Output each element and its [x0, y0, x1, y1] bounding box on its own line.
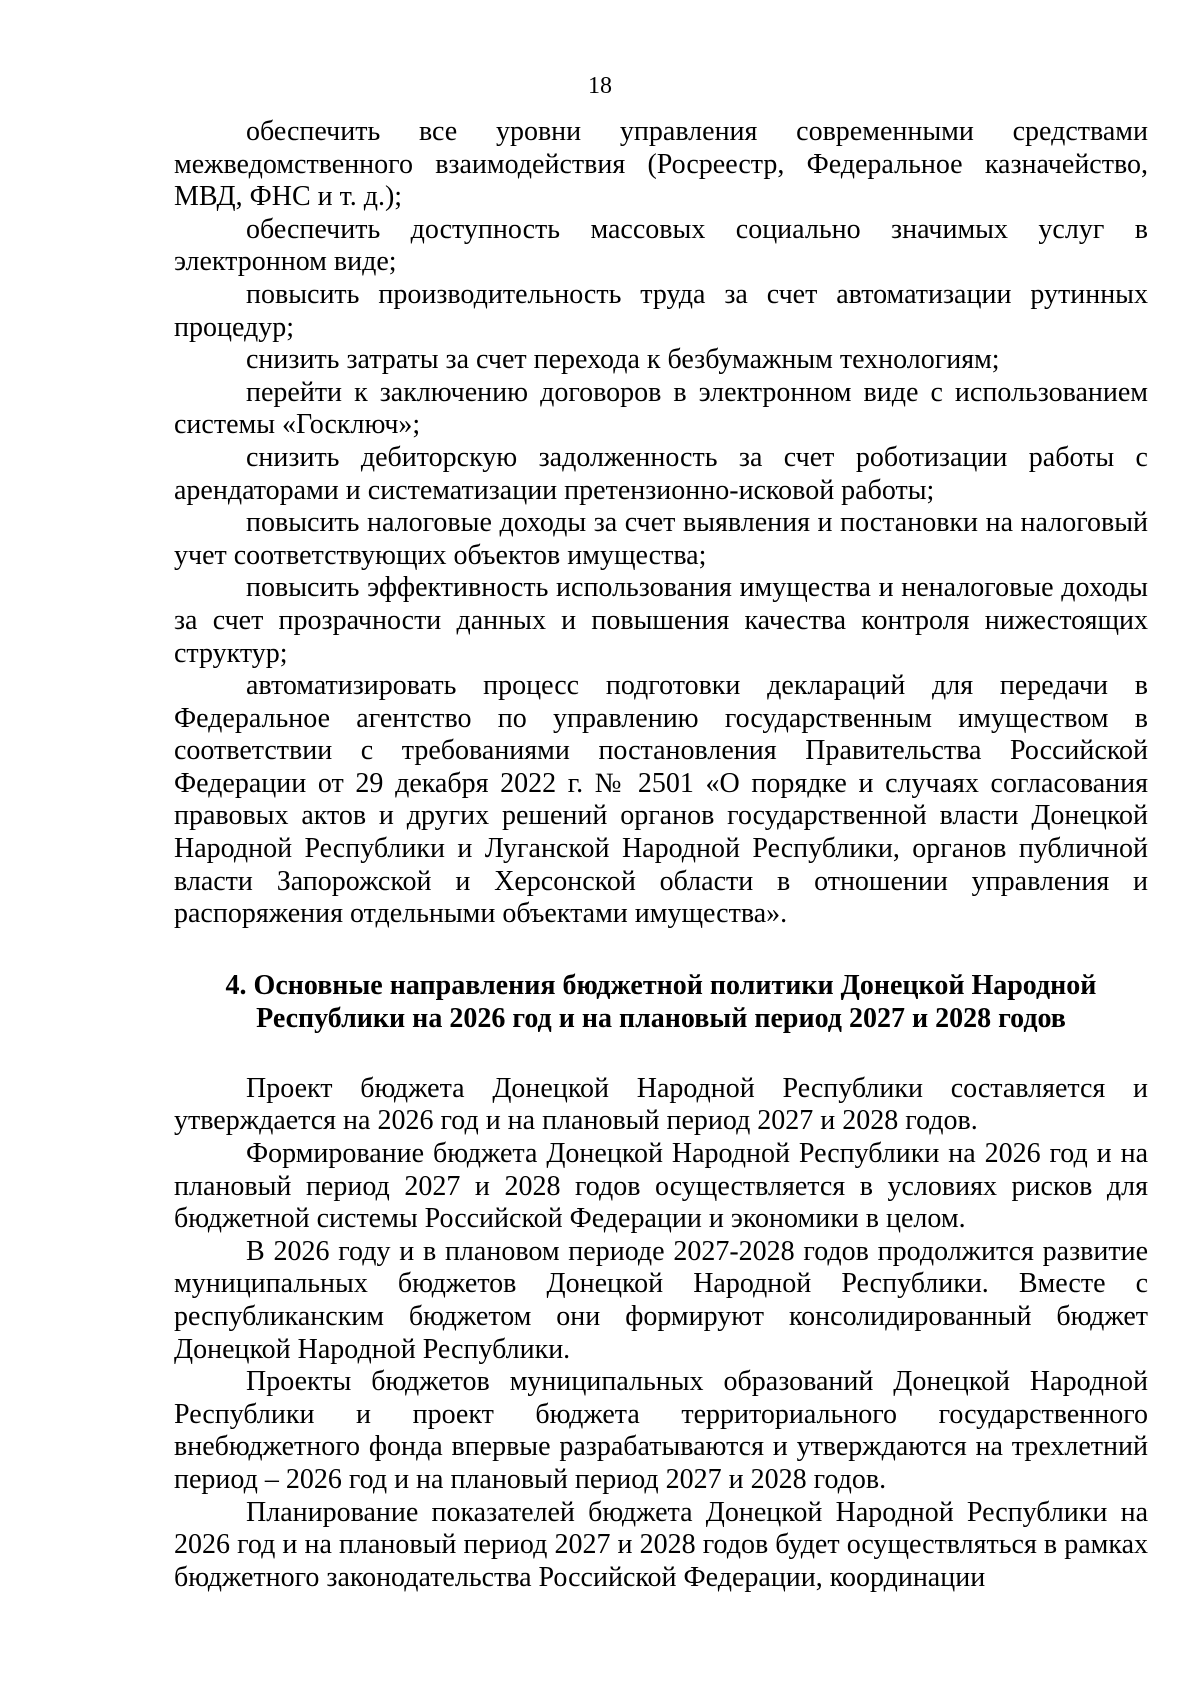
- section-body: [174, 1073, 1148, 1595]
- list-item: обеспечить все уровни управления современными средствами межведомственного взаимодействия (Росреестр, Федеральное казначейство, МВД, ФНС и т. д.);: [174, 116, 1148, 213]
- body-paragraph: Формирование бюджета Донецкой Народной Республики на 2026 год и на плановый период 2027 и 2028 годов осуществляется в условиях рисков для бюджетной системы Российской Федерации и экономики в целом.: [174, 1138, 1148, 1235]
- measures-list: [174, 116, 1148, 931]
- section-heading: 4. Основные направления бюджетной политики Донецкой Народной Республики на 2026 год и на плановый период 2027 и 2028 годов: [225, 969, 1097, 1034]
- list-item: повысить эффективность использования имущества и неналоговые доходы за счет прозрачности данных и повышения качества контроля нижестоящих структур;: [174, 572, 1148, 669]
- list-item: повысить производительность труда за счет автоматизации рутинных процедур;: [174, 278, 1148, 343]
- list-item: автоматизировать процесс подготовки деклараций для передачи в Федеральное агентство по управлению государственным имуществом в соответствии с требованиями постановления Правительства Российской Федерации от 29 декабря 2022 г. № 2501 «О порядке и случаях согласования правовых актов и других решений органов государственной власти Донецкой Народной Республики и Луганской Народной Республики, органов публичной власти Запорожской и Херсонской области в отношении управления и распоряжения отдельными объектами имущества».: [174, 670, 1148, 930]
- page-number: 18: [588, 73, 612, 99]
- body-paragraph: Проекты бюджетов муниципальных образований Донецкой Народной Республики и проект бюджета территориального государственного внебюджетного фонда впервые разрабатываются и утверждаются на трехлетний период – 2026 год и на плановый период 2027 и 2028 годов.: [174, 1366, 1148, 1495]
- body-paragraph: Планирование показателей бюджета Донецкой Народной Республики на 2026 год и на плановый период 2027 и 2028 годов будет осуществляться в рамках бюджетного законодательства Российской Федерации, координации: [174, 1496, 1148, 1593]
- list-item: снизить дебиторскую задолженность за счет роботизации работы с арендаторами и систематизации претензионно-исковой работы;: [174, 441, 1148, 506]
- page-content: [174, 116, 1148, 1594]
- list-item: повысить налоговые доходы за счет выявления и постановки на налоговый учет соответствующих объектов имущества;: [174, 507, 1148, 571]
- list-item: обеспечить доступность массовых социально значимых услуг в электронном виде;: [174, 213, 1148, 278]
- body-paragraph: В 2026 году и в плановом периоде 2027-2028 годов продолжится развитие муниципальных бюджетов Донецкой Народной Республики. Вместе с республиканским бюджетом они формируют консолидированный бюджет Донецкой Народной Республики.: [174, 1235, 1148, 1365]
- body-paragraph: Проект бюджета Донецкой Народной Республики составляется и утверждается на 2026 год и на плановый период 2027 и 2028 годов.: [174, 1072, 1148, 1137]
- list-item: снизить затраты за счет перехода к безбумажным технологиям;: [246, 344, 1000, 376]
- list-item: перейти к заключению договоров в электронном виде с использованием системы «Госключ»;: [174, 376, 1148, 441]
